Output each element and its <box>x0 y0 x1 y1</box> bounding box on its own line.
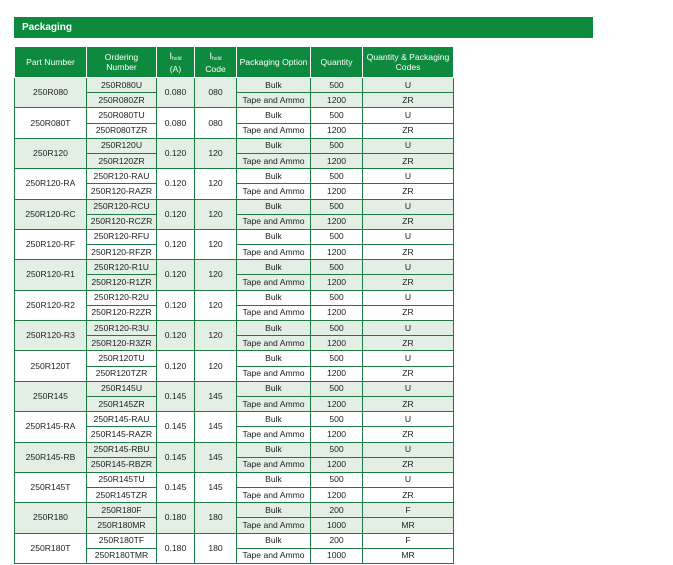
packaging-code-cell: ZR <box>363 245 454 260</box>
packaging-table <box>14 46 454 564</box>
packaging-code-cell: U <box>363 138 454 153</box>
packaging-option-cell: Tape and Ammo <box>237 93 311 108</box>
ihold-code-cell: 120 <box>195 229 237 259</box>
quantity-cell: 500 <box>311 138 363 153</box>
ordering-number-cell: 250R080U <box>87 78 157 93</box>
table-row <box>15 260 454 275</box>
ihold-code-cell: 120 <box>195 138 237 168</box>
packaging-code-cell: U <box>363 321 454 336</box>
ihold-a-cell: 0.145 <box>157 381 195 411</box>
ihold-a-cell: 0.080 <box>157 108 195 138</box>
packaging-code-cell: U <box>363 169 454 184</box>
ihold-a-symbol: I <box>169 50 173 61</box>
ordering-number-cell: 250R120ZR <box>87 153 157 168</box>
part-number-cell: 250R145 <box>15 381 87 411</box>
packaging-option-cell: Bulk <box>237 472 311 487</box>
packaging-code-cell: MR <box>363 548 454 563</box>
quantity-cell: 1200 <box>311 123 363 138</box>
packaging-code-cell: ZR <box>363 184 454 199</box>
table-row <box>15 442 454 457</box>
table-row <box>15 503 454 518</box>
ihold-code-cell: 120 <box>195 351 237 381</box>
ordering-number-cell: 250R120-R2U <box>87 290 157 305</box>
col-ihold-a <box>157 47 195 78</box>
quantity-cell: 1200 <box>311 93 363 108</box>
quantity-cell: 1000 <box>311 548 363 563</box>
packaging-code-cell: F <box>363 503 454 518</box>
quantity-cell: 1200 <box>311 457 363 472</box>
ihold-a-cell: 0.145 <box>157 412 195 442</box>
packaging-option-cell: Tape and Ammo <box>237 123 311 138</box>
packaging-code-cell: U <box>363 290 454 305</box>
quantity-cell: 500 <box>311 321 363 336</box>
part-number-cell: 250R120-RF <box>15 229 87 259</box>
part-number-cell: 250R120-R2 <box>15 290 87 320</box>
part-number-cell: 250R145-RB <box>15 442 87 472</box>
packaging-option-cell: Bulk <box>237 442 311 457</box>
part-number-cell: 250R145-RA <box>15 412 87 442</box>
ihold-code-cell: 120 <box>195 321 237 351</box>
col-ihold-code <box>195 47 237 78</box>
packaging-code-cell: U <box>363 351 454 366</box>
col-quantity: Quantity <box>311 47 363 78</box>
col-quantity-codes: Quantity & Packaging Codes <box>363 47 454 78</box>
packaging-option-cell: Bulk <box>237 503 311 518</box>
packaging-option-cell: Tape and Ammo <box>237 488 311 503</box>
ihold-a-unit: (A) <box>169 63 182 74</box>
col-ordering-number: Ordering Number <box>87 47 157 78</box>
packaging-code-cell: U <box>363 260 454 275</box>
packaging-option-cell: Bulk <box>237 351 311 366</box>
packaging-option-cell: Bulk <box>237 229 311 244</box>
quantity-cell: 1200 <box>311 245 363 260</box>
packaging-option-cell: Bulk <box>237 321 311 336</box>
ordering-number-cell: 250R145U <box>87 381 157 396</box>
quantity-cell: 1200 <box>311 427 363 442</box>
table-row <box>15 138 454 153</box>
quantity-cell: 500 <box>311 260 363 275</box>
ihold-code-cell: 120 <box>195 260 237 290</box>
table-row <box>15 169 454 184</box>
packaging-code-cell: ZR <box>363 305 454 320</box>
ordering-number-cell: 250R145-RAU <box>87 412 157 427</box>
packaging-option-cell: Bulk <box>237 138 311 153</box>
quantity-cell: 1200 <box>311 488 363 503</box>
quantity-cell: 1200 <box>311 305 363 320</box>
quantity-cell: 200 <box>311 503 363 518</box>
ordering-number-cell: 250R145ZR <box>87 396 157 411</box>
packaging-code-cell: ZR <box>363 488 454 503</box>
packaging-option-cell: Tape and Ammo <box>237 518 311 533</box>
packaging-option-cell: Tape and Ammo <box>237 245 311 260</box>
ordering-number-cell: 250R120TZR <box>87 366 157 381</box>
packaging-code-cell: ZR <box>363 214 454 229</box>
ordering-number-cell: 250R120-R2ZR <box>87 305 157 320</box>
table-row <box>15 290 454 305</box>
ihold-code-cell: 145 <box>195 412 237 442</box>
ordering-number-cell: 250R120-RFZR <box>87 245 157 260</box>
ihold-code-cell: 120 <box>195 169 237 199</box>
table-row <box>15 108 454 123</box>
part-number-cell: 250R120-RC <box>15 199 87 229</box>
ordering-number-cell: 250R080TZR <box>87 123 157 138</box>
ordering-number-cell: 250R080ZR <box>87 93 157 108</box>
packaging-option-cell: Tape and Ammo <box>237 184 311 199</box>
quantity-cell: 500 <box>311 351 363 366</box>
packaging-option-cell: Tape and Ammo <box>237 214 311 229</box>
col-part-number: Part Number <box>15 47 87 78</box>
packaging-option-cell: Tape and Ammo <box>237 457 311 472</box>
packaging-code-cell: ZR <box>363 93 454 108</box>
ihold-a-subscript: hold <box>172 55 182 62</box>
packaging-code-cell: U <box>363 199 454 214</box>
packaging-code-cell: U <box>363 108 454 123</box>
ordering-number-cell: 250R120TU <box>87 351 157 366</box>
packaging-option-cell: Tape and Ammo <box>237 305 311 320</box>
ihold-a-cell: 0.080 <box>157 78 195 108</box>
ihold-code-cell: 145 <box>195 472 237 502</box>
packaging-code-cell: ZR <box>363 275 454 290</box>
ordering-number-cell: 250R120-RAU <box>87 169 157 184</box>
ihold-a-cell: 0.120 <box>157 351 195 381</box>
ihold-code-cell: 145 <box>195 442 237 472</box>
quantity-cell: 500 <box>311 229 363 244</box>
ihold-code-cell: 080 <box>195 108 237 138</box>
quantity-cell: 500 <box>311 472 363 487</box>
ordering-number-cell: 250R120-RFU <box>87 229 157 244</box>
packaging-code-cell: U <box>363 472 454 487</box>
quantity-cell: 500 <box>311 290 363 305</box>
ordering-number-cell: 250R120-RCZR <box>87 214 157 229</box>
packaging-code-cell: U <box>363 78 454 93</box>
table-row <box>15 321 454 336</box>
quantity-cell: 1200 <box>311 184 363 199</box>
part-number-cell: 250R145T <box>15 472 87 502</box>
ordering-number-cell: 250R080TU <box>87 108 157 123</box>
ihold-a-cell: 0.120 <box>157 321 195 351</box>
ihold-a-cell: 0.145 <box>157 472 195 502</box>
ihold-a-cell: 0.120 <box>157 138 195 168</box>
ordering-number-cell: 250R145-RAZR <box>87 427 157 442</box>
packaging-option-cell: Tape and Ammo <box>237 396 311 411</box>
packaging-code-cell: ZR <box>363 366 454 381</box>
packaging-option-cell: Bulk <box>237 533 311 548</box>
packaging-option-cell: Bulk <box>237 108 311 123</box>
packaging-option-cell: Bulk <box>237 381 311 396</box>
ihold-a-cell: 0.120 <box>157 229 195 259</box>
packaging-option-cell: Bulk <box>237 78 311 93</box>
ihold-code-cell: 080 <box>195 78 237 108</box>
quantity-cell: 1200 <box>311 214 363 229</box>
quantity-cell: 1200 <box>311 153 363 168</box>
quantity-cell: 500 <box>311 412 363 427</box>
ordering-number-cell: 250R120U <box>87 138 157 153</box>
ordering-number-cell: 250R180F <box>87 503 157 518</box>
quantity-cell: 1200 <box>311 275 363 290</box>
part-number-cell: 250R080 <box>15 78 87 108</box>
ordering-number-cell: 250R120-R1U <box>87 260 157 275</box>
col-packaging-option: Packaging Option <box>237 47 311 78</box>
ihold-a-cell: 0.145 <box>157 442 195 472</box>
section-title: Packaging <box>14 17 593 38</box>
packaging-option-cell: Bulk <box>237 290 311 305</box>
quantity-cell: 1200 <box>311 366 363 381</box>
ihold-code-subscript: hold <box>212 55 222 62</box>
ihold-a-cell: 0.120 <box>157 290 195 320</box>
table-body <box>15 78 454 564</box>
table-row <box>15 381 454 396</box>
quantity-cell: 500 <box>311 442 363 457</box>
ordering-number-cell: 250R145TZR <box>87 488 157 503</box>
packaging-code-cell: ZR <box>363 336 454 351</box>
part-number-cell: 250R120 <box>15 138 87 168</box>
part-number-cell: 250R080T <box>15 108 87 138</box>
packaging-option-cell: Bulk <box>237 260 311 275</box>
packaging-option-cell: Tape and Ammo <box>237 336 311 351</box>
ordering-number-cell: 250R120-R1ZR <box>87 275 157 290</box>
quantity-cell: 1200 <box>311 336 363 351</box>
packaging-option-cell: Tape and Ammo <box>237 275 311 290</box>
ordering-number-cell: 250R180MR <box>87 518 157 533</box>
packaging-option-cell: Tape and Ammo <box>237 427 311 442</box>
quantity-cell: 500 <box>311 169 363 184</box>
quantity-cell: 500 <box>311 108 363 123</box>
ordering-number-cell: 250R120-RCU <box>87 199 157 214</box>
table-row <box>15 351 454 366</box>
ordering-number-cell: 250R180TF <box>87 533 157 548</box>
ihold-code-symbol: I <box>209 50 213 61</box>
quantity-cell: 500 <box>311 381 363 396</box>
packaging-code-cell: U <box>363 412 454 427</box>
packaging-code-cell: U <box>363 442 454 457</box>
header-row <box>15 47 454 78</box>
ihold-a-cell: 0.180 <box>157 503 195 533</box>
quantity-cell: 500 <box>311 199 363 214</box>
quantity-cell: 1200 <box>311 396 363 411</box>
ordering-number-cell: 250R145TU <box>87 472 157 487</box>
ordering-number-cell: 250R145-RBZR <box>87 457 157 472</box>
table-row <box>15 229 454 244</box>
packaging-code-cell: ZR <box>363 153 454 168</box>
packaging-code-cell: ZR <box>363 396 454 411</box>
table-row <box>15 533 454 548</box>
part-number-cell: 250R120-R3 <box>15 321 87 351</box>
ordering-number-cell: 250R120-R3U <box>87 321 157 336</box>
ihold-a-cell: 0.120 <box>157 260 195 290</box>
packaging-code-cell: U <box>363 381 454 396</box>
ordering-number-cell: 250R120-RAZR <box>87 184 157 199</box>
packaging-option-cell: Tape and Ammo <box>237 548 311 563</box>
packaging-code-cell: ZR <box>363 427 454 442</box>
quantity-cell: 500 <box>311 78 363 93</box>
ihold-code-cell: 120 <box>195 290 237 320</box>
table-row <box>15 472 454 487</box>
ihold-a-cell: 0.180 <box>157 533 195 563</box>
packaging-code-cell: F <box>363 533 454 548</box>
part-number-cell: 250R120-R1 <box>15 260 87 290</box>
packaging-code-cell: ZR <box>363 457 454 472</box>
ordering-number-cell: 250R180TMR <box>87 548 157 563</box>
ihold-a-cell: 0.120 <box>157 199 195 229</box>
ihold-code-cell: 120 <box>195 199 237 229</box>
packaging-option-cell: Tape and Ammo <box>237 366 311 381</box>
packaging-code-cell: MR <box>363 518 454 533</box>
part-number-cell: 250R180 <box>15 503 87 533</box>
part-number-cell: 250R120-RA <box>15 169 87 199</box>
packaging-option-cell: Tape and Ammo <box>237 153 311 168</box>
part-number-cell: 250R120T <box>15 351 87 381</box>
table-row <box>15 412 454 427</box>
ordering-number-cell: 250R120-R3ZR <box>87 336 157 351</box>
quantity-cell: 200 <box>311 533 363 548</box>
packaging-option-cell: Bulk <box>237 199 311 214</box>
packaging-option-cell: Bulk <box>237 412 311 427</box>
packaging-code-cell: ZR <box>363 123 454 138</box>
ihold-code-cell: 180 <box>195 503 237 533</box>
table-row <box>15 199 454 214</box>
table-row <box>15 78 454 93</box>
quantity-cell: 1000 <box>311 518 363 533</box>
ihold-code-cell: 180 <box>195 533 237 563</box>
ihold-code-cell: 145 <box>195 381 237 411</box>
part-number-cell: 250R180T <box>15 533 87 563</box>
ordering-number-cell: 250R145-RBU <box>87 442 157 457</box>
packaging-option-cell: Bulk <box>237 169 311 184</box>
ihold-code-unit: Code <box>205 63 226 74</box>
packaging-code-cell: U <box>363 229 454 244</box>
ihold-a-cell: 0.120 <box>157 169 195 199</box>
